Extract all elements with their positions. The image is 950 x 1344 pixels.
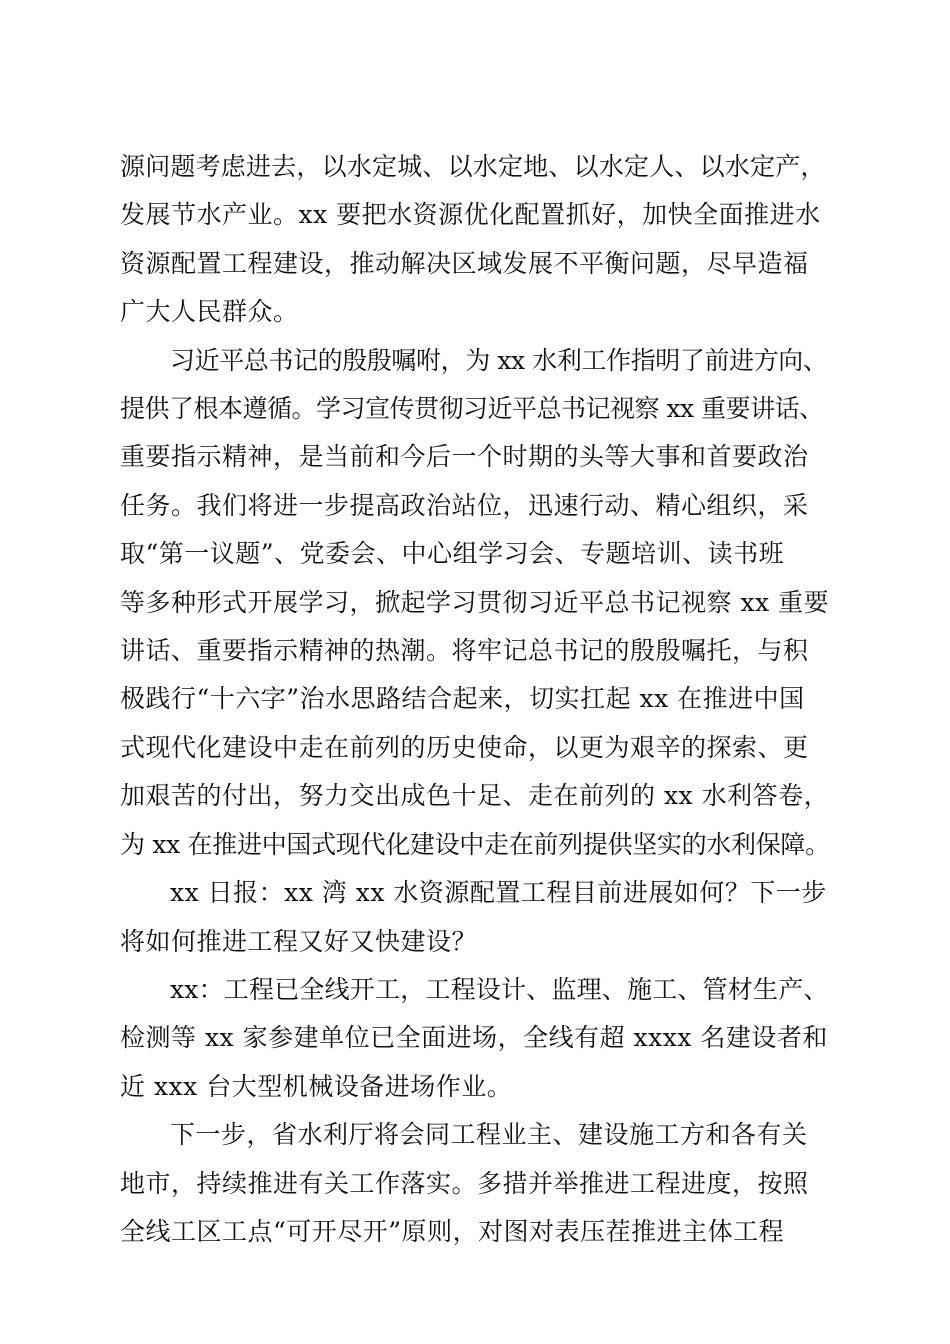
text-line: 下一步，省水利厅将会同工程业主、建设施工方和各有关 [170,1120,808,1150]
text-line: 取“第一议题”、党委会、中心组学习会、专题培训、读书班 [120,539,785,569]
text-line: 全线工区工点“可开尽开”原则，对图对表压茬推进主体工程 [120,1216,785,1246]
text-line: 广大人民群众。 [120,297,299,327]
paragraph-5 [120,1111,832,1256]
text-line: 等多种形式开展学习，掀起学习贯彻习近平总书记视察 xx 重要 [120,587,830,617]
text-line: 资源配置工程建设，推动解决区域发展不平衡问题，尽早造福 [120,248,809,278]
paragraph-4-interview-answer [120,966,832,1111]
text-line: 提供了根本遵循。学习宣传贯彻习近平总书记视察 xx 重要讲话、 [120,394,824,424]
text-line: 地市，持续推进有关工作落实。多措并举推进工程进度，按照 [120,1168,809,1198]
text-line: 发展节水产业。xx 要把水资源优化配置抓好，加快全面推进水 [120,200,821,230]
document-body [120,143,832,1256]
text-line: 极践行“十六字”治水思路结合起来，切实扛起 xx 在推进中国 [120,684,805,714]
text-line: 任务。我们将进一步提高政治站位，迅速行动、精心组织，采 [120,490,809,520]
text-line: 习近平总书记的殷殷嘱咐，为 xx 水利工作指明了前进方向、 [170,345,828,375]
text-line: 讲话、重要指示精神的热潮。将牢记总书记的殷殷嘱托，与积 [120,636,809,666]
text-line: 将如何推进工程又好又快建设？ [120,926,478,956]
text-line: 式现代化建设中走在前列的历史使命，以更为艰辛的探索、更 [120,732,809,762]
text-line: 加艰苦的付出，努力交出成色十足、走在前列的 xx 水利答卷， [120,781,830,811]
text-line: 近 xxx 台大型机械设备进场作业。 [120,1071,513,1101]
text-line: xx：工程已全线开工，工程设计、监理、施工、管材生产、 [170,974,829,1004]
text-line: 源问题考虑进去，以水定城、以水定地、以水定人、以水定产， [120,152,826,181]
paragraph-3-interview-question [120,869,832,966]
text-line: 重要指示精神，是当前和今后一个时期的头等大事和首要政治 [120,442,809,472]
text-line: 为 xx 在推进中国式现代化建设中走在前列提供坚实的水利保障。 [120,829,830,859]
paragraph-1 [120,143,832,337]
paragraph-2 [120,337,832,869]
text-line: 检测等 xx 家参建单位已全面进场，全线有超 xxxx 名建设者和 [120,1023,828,1053]
text-line: xx 日报：xx 湾 xx 水资源配置工程目前进展如何？下一步 [170,878,827,908]
